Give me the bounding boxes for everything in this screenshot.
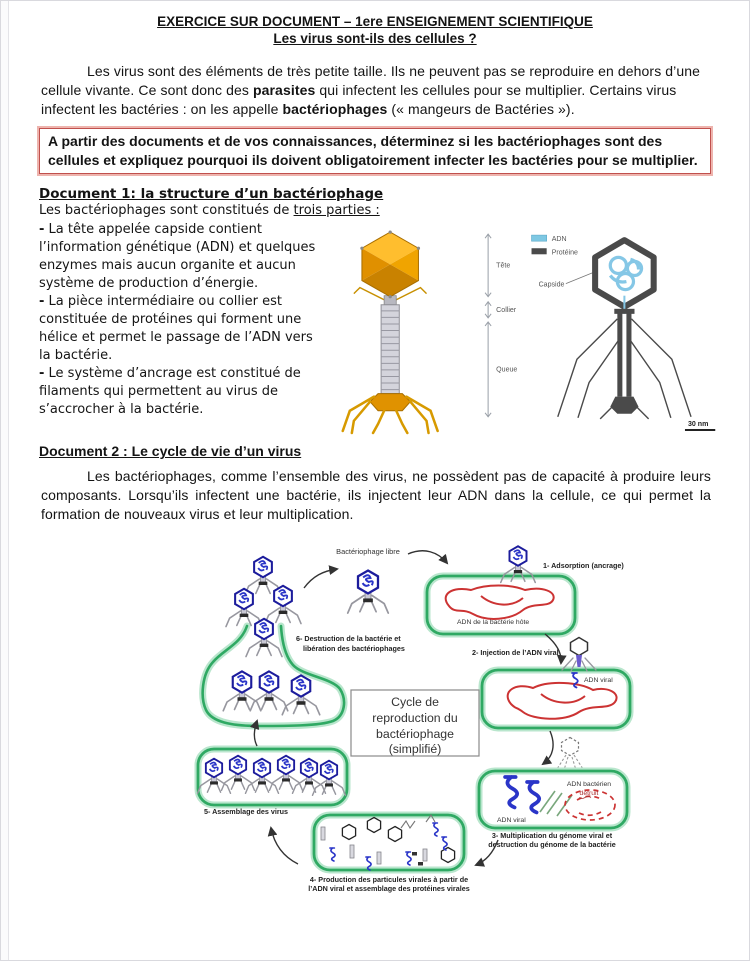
arrow-free-to-step1: [408, 551, 447, 563]
arrow-step4-to-step5: [271, 828, 298, 864]
doc1-item-collar: [39, 293, 317, 365]
doc1-intro-underlined: trois parties :: [293, 203, 380, 218]
baseplate-part-icon: [418, 862, 423, 866]
cycle-diagram: [181, 534, 749, 924]
tail-part-icon: [350, 845, 354, 858]
proteine-legend-swatch: [532, 248, 547, 254]
capsid-part-icon: [367, 818, 380, 833]
empty-phage-shell: [557, 738, 583, 771]
doc1-body: [39, 221, 749, 435]
doc2-paragraph: [41, 467, 711, 524]
intro-seg3: (« mangeurs de Bactéries »).: [387, 101, 575, 117]
doc1-item-head-text: La tête appelée capside contient l’information génétique (ADN) et quelques enzymes mais aucun organite et aucun système de production d’énergie.: [39, 222, 316, 291]
step3-label-2: destruction du génome de la bactérie: [488, 840, 616, 849]
adn-legend-swatch: [532, 235, 547, 241]
injecting-phage: [562, 638, 596, 672]
doc1-item-anchor-text: Le système d’ancrage est constitué de filaments qui permettent au virus de s’accrocher à la bactérie.: [39, 366, 301, 417]
cycle-title-line3: bactériophage: [376, 727, 454, 741]
cell-step5: [198, 749, 348, 805]
arrow-step2-to-step3: [543, 731, 553, 764]
instruction-text: A partir des documents et de vos connaissances, déterminez si les bactériophages sont des cellules et expliquez pourquoi ils doivent obligatoirement infecter les bactéries pour se multiplier.: [48, 133, 698, 168]
bacteriophage-icon: [223, 671, 261, 710]
doc1-text-column: [39, 221, 317, 435]
step3-label-1: 3- Multiplication du génome viral et: [491, 831, 613, 840]
doc1-heading: Document 1: la structure d’un bactériophage: [39, 186, 384, 202]
step6-label-2: libération des bactériophages: [303, 644, 405, 653]
capsid-part-icon: [388, 827, 401, 842]
step4-label-1: 4- Production des particules virales à partir de: [309, 875, 469, 884]
legend-adn-label: ADN: [551, 236, 567, 244]
viral-dna2-label: ADN viral: [497, 817, 526, 824]
instruction-box: [39, 128, 711, 174]
bacterial-dna-label-1: ADN bactérien: [566, 781, 612, 788]
host-dna-label: ADN de la bactérie hôte: [457, 619, 530, 626]
title-line-2: Les virus sont-ils des cellules ?: [273, 31, 477, 46]
intro-paragraph: [41, 62, 711, 119]
step6-label-1: 6- Destruction de la bactérie et: [296, 634, 401, 643]
doc1-item-head: [39, 221, 317, 293]
cycle-title-line1: Cycle de: [391, 695, 439, 709]
bullet-dash: -: [39, 366, 45, 381]
viral-dna-label: ADN viral: [584, 677, 613, 684]
capsid-part-icon: [342, 825, 355, 840]
cell-step4: [314, 815, 464, 870]
bullet-dash: -: [39, 222, 45, 237]
baseplate-part-icon: [412, 852, 417, 856]
bacteriophage-icon: [226, 589, 262, 627]
tail-part-icon: [321, 827, 325, 840]
doc1-figure-svg: [339, 223, 719, 435]
intro-seg2: qui infectent les cellules pour se multiplier. Certains virus infectent les bactéries : on les appelle: [41, 82, 677, 117]
orange-phage-illustration: [343, 230, 438, 433]
arrow-cluster-to-free: [304, 569, 337, 588]
tail-part-icon: [377, 852, 381, 864]
label-capside: Capside: [538, 281, 565, 289]
bacteriophage-icon: [265, 586, 301, 624]
phage-part-labels: [485, 234, 517, 417]
label-tete: Tête: [496, 262, 511, 270]
bullet-dash: -: [39, 294, 45, 309]
step4-label-2: l’ADN viral et assemblage des protéines virales: [308, 884, 470, 893]
doc1-intro-plain: Les bactériophages sont constitués de: [39, 203, 294, 218]
bacterial-dna-label-2: détruit: [579, 790, 599, 797]
capsid-part-icon: [441, 848, 454, 863]
doc1-item-anchor: [39, 365, 317, 419]
title-line-1: EXERCICE SUR DOCUMENT – 1ere ENSEIGNEMENT SCIENTIFIQUE: [157, 14, 593, 29]
step5-label: 5- Assemblage des virus: [204, 807, 289, 816]
intro-seg1: Les virus sont des éléments de très petite taille. Ils ne peuvent pas se reproduire en dehors d’une cellule vivante. Ce sont donc des: [41, 63, 701, 98]
free-phage-label: Bactériophage libre: [336, 547, 400, 556]
step2-label: 2- Injection de l’ADN viral: [472, 648, 559, 657]
step1-label: 1- Adsorption (ancrage): [543, 561, 624, 570]
label-queue: Queue: [496, 366, 518, 374]
cycle-title-line4: (simplifié): [388, 742, 442, 756]
doc1-item-collar-text: La pièce intermédiaire ou collier est constituée de protéines qui forment une hélice et permet le passage de l’ADN vers la bactérie.: [39, 294, 313, 363]
label-collier: Collier: [496, 306, 517, 314]
tail-part-icon: [423, 849, 427, 861]
bacteriophage-icon: [282, 675, 320, 714]
cycle-title-line2: reproduction du: [372, 711, 458, 725]
intro-bold-parasites: parasites: [252, 82, 316, 98]
bacteriophage-icon: [250, 671, 288, 710]
doc2-paragraph-text: Les bactériophages, comme l’ensemble des virus, ne possèdent pas de capacité à produire leurs composants. Lorsqu’ils infectent une bactérie, ils injectent leur ADN dans la cellule, ce qui permet la formation de nouveaux virus et leur multiplication.: [41, 468, 711, 522]
document-title: [1, 13, 749, 47]
cycle-diagram-svg: [181, 534, 750, 919]
doc2-heading: Document 2 : Le cycle de vie d’un virus: [39, 443, 302, 459]
scale-bar-label: 30 nm: [688, 420, 709, 428]
outline-phage-diagram: [532, 235, 716, 430]
doc1-intro-line: [39, 203, 711, 218]
cycle-title-box: [351, 690, 479, 756]
legend-proteine-label: Protéine: [551, 249, 578, 257]
intro-bold-bacteriophages: bactériophages: [282, 101, 388, 117]
free-bacteriophage-icon: [348, 571, 389, 614]
